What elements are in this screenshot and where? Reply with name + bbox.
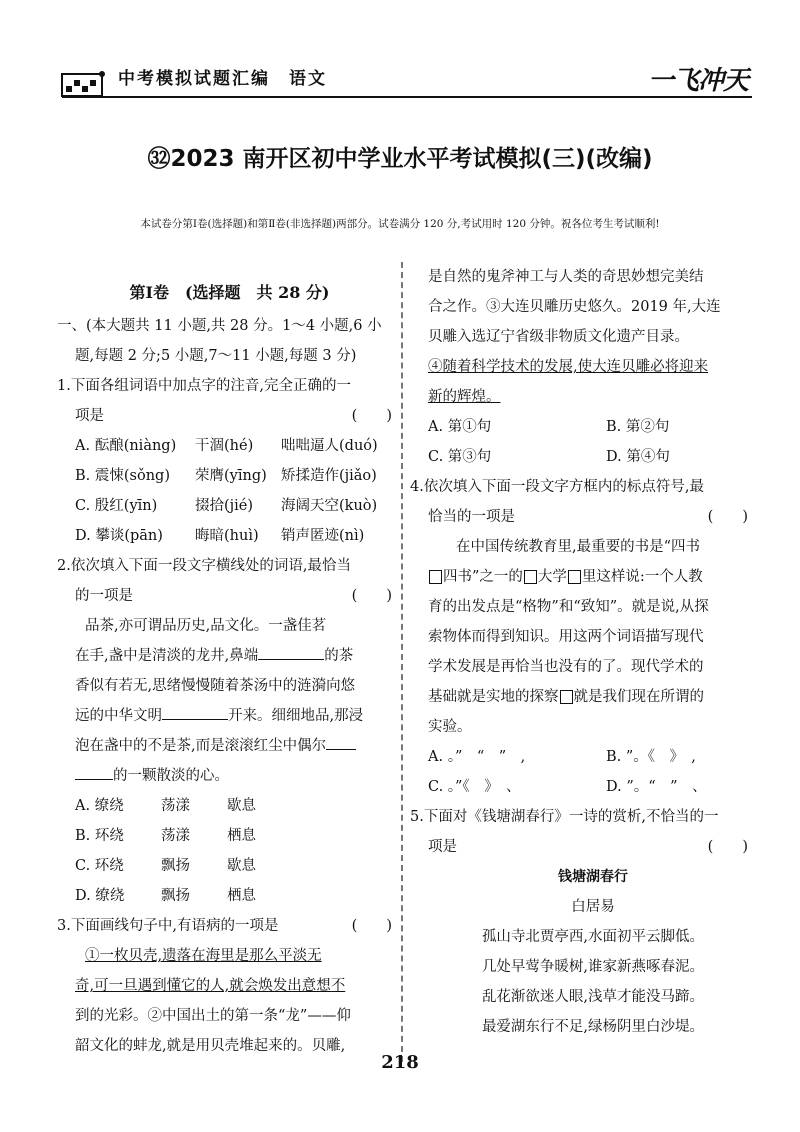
book-title: 中考模拟试题汇编 语文	[118, 69, 327, 89]
q3-stem: 3.下面画线句子中,有语病的一项是 ( )	[57, 911, 402, 941]
q4-passage-line: 索物体而得到知识。用这两个词语描写现代	[428, 629, 704, 645]
q4-stem: 4.依次填入下面一段文字方框内的标点符号,最	[410, 479, 704, 495]
q1-option-c: C. 殷红(yīn) 掇拾(jié) 海阔天空(kuò)	[75, 498, 378, 514]
left-column	[57, 275, 402, 1061]
punct-box	[560, 690, 573, 704]
q2-option-a: A. 缭绕 荡漾 歇息	[75, 798, 256, 814]
q2-passage-line: 品茶,亦可谓品历史,品文化。一盏佳茗	[85, 618, 327, 634]
q4-options-row: C. 。”《 》 、 D. ”。“ ” 、	[428, 779, 707, 795]
q1-answer-paren: ( )	[351, 408, 392, 424]
q2-passage-line: 在手,盏中是清淡的龙井,鼻端 的茶	[57, 641, 402, 671]
q3-options-row: A. 第①句 B. 第②句	[428, 419, 670, 435]
fill-blank	[162, 701, 228, 720]
section-instructions: 一、(本大题共 11 小题,共 28 分。1～4 小题,6 小	[57, 318, 382, 334]
header-logo-ornament	[60, 68, 106, 98]
q4-passage-line: 实验。	[428, 719, 472, 735]
q2-option-d: D. 缭绕 飘扬 栖息	[75, 888, 256, 904]
poem-line: 几处早莺争暖树,谁家新燕啄春泥。	[481, 959, 705, 975]
q3-passage-line: 到的光彩。②中国出土的第一条“龙”——仰	[75, 1008, 351, 1024]
q5-stem-cont: 项是 ( )	[428, 832, 758, 862]
poem-line: 乱花渐欲迷人眼,浅草才能没马蹄。	[481, 989, 705, 1005]
fill-blank	[326, 731, 356, 750]
q1-stem-cont: 项是 ( )	[57, 401, 402, 431]
q3-passage-line: ④随着科学技术的发展,使大连贝雕必将迎来	[428, 359, 709, 375]
q5-stem: 5.下面对《钱塘湖春行》一诗的赏析,不恰当的一	[410, 809, 719, 825]
poem-line: 最爱湖东行不足,绿杨阴里白沙堤。	[481, 1019, 705, 1035]
q2-stem-cont: 的一项是 ( )	[57, 581, 402, 611]
q4-passage-line: 在中国传统教育里,最重要的书是“四书	[456, 539, 701, 555]
q4-answer-paren: ( )	[707, 509, 748, 525]
series-name: 一飞冲天	[647, 66, 748, 96]
section-instructions-cont: 题,每题 2 分;5 小题,7～11 小题,每题 3 分)	[75, 348, 357, 364]
q3-passage-line: 韶文化的蚌龙,就是用贝壳堆起来的。贝雕,	[75, 1038, 346, 1054]
q3-passage-line: ①一枚贝壳,遗落在海里是那么平淡无	[85, 948, 322, 964]
q3-passage-line: 是自然的鬼斧神工与人类的奇思妙想完美结	[428, 269, 704, 285]
q1-option-b: B. 震悚(sǒng) 荣膺(yīng) 矫揉造作(jiǎo)	[75, 468, 377, 484]
q1-option-d: D. 攀谈(pān) 晦暗(huì) 销声匿迹(nì)	[75, 528, 365, 544]
fill-blank	[258, 641, 324, 660]
q4-passage-line: 四书”之一的 大学 里这样说:一个人教	[428, 562, 758, 592]
poem-title: 钱塘湖春行	[558, 869, 628, 885]
q5-answer-paren: ( )	[707, 839, 748, 855]
q2-passage-line: 泡在盏中的不是茶,而是滚滚红尘中偶尔	[57, 731, 402, 761]
q4-passage-line: 学术发展是再恰当也没有的了。现代学术的	[428, 659, 704, 675]
q3-passage-line: 新的辉煌。	[428, 389, 501, 405]
q4-passage-line: 基础就是实地的探察 就是我们现在所谓的	[428, 689, 704, 705]
q4-passage-line: 育的出发点是“格物”和“致知”。就是说,从探	[428, 599, 709, 615]
q2-answer-paren: ( )	[351, 588, 392, 604]
poem-line: 孤山寺北贾亭西,水面初平云脚低。	[481, 929, 705, 945]
q2-stem: 2.依次填入下面一段文字横线处的词语,最恰当	[57, 558, 351, 574]
part-heading: 第Ⅰ卷 (选择题 共 28 分)	[129, 283, 330, 302]
q2-passage-line: 的一颗散淡的心。	[57, 761, 402, 791]
q1-stem: 1.下面各组词语中加点字的注音,完全正确的一	[57, 378, 351, 394]
exam-title: ㉜2023 南开区初中学业水平考试模拟(三)(改编)	[147, 146, 653, 172]
q3-options-row: C. 第③句 D. 第④句	[428, 449, 670, 465]
q3-passage-line: 贝雕入选辽宁省级非物质文化遗产目录。	[428, 329, 689, 345]
exam-note: 本试卷分第Ⅰ卷(选择题)和第Ⅱ卷(非选择题)两部分。试卷满分 120 分,考试用时 120 分钟。祝各位考生考试顺利!	[140, 218, 660, 230]
punct-box	[568, 570, 581, 584]
punct-box	[429, 570, 442, 584]
header-rule	[62, 96, 752, 98]
poem-author: 白居易	[571, 899, 615, 915]
punct-box	[524, 570, 537, 584]
q3-passage-line: 合之作。③大连贝雕历史悠久。2019 年,大连	[428, 299, 721, 315]
q4-stem-cont: 恰当的一项是 ( )	[428, 502, 758, 532]
q4-options-row: A. 。” “ ” , B. ”。《 》 ,	[428, 749, 696, 765]
page-number: 218	[381, 1052, 419, 1073]
q2-option-c: C. 环绕 飘扬 歇息	[75, 858, 256, 874]
q3-answer-paren: ( )	[351, 918, 392, 934]
right-column	[410, 262, 758, 1042]
q3-passage-line: 奇,可一旦遇到懂它的人,就会焕发出意想不	[75, 978, 346, 994]
q2-passage-line: 香似有若无,思绪慢慢随着茶汤中的涟漪向悠	[75, 678, 356, 694]
q2-option-b: B. 环绕 荡漾 栖息	[75, 828, 256, 844]
q1-option-a: A. 酝酿(niàng) 干涸(hé) 咄咄逼人(duó)	[75, 438, 378, 454]
q2-passage-line: 远的中华文明 开来。细细地品,那浸	[57, 701, 402, 731]
fill-blank	[75, 761, 113, 780]
